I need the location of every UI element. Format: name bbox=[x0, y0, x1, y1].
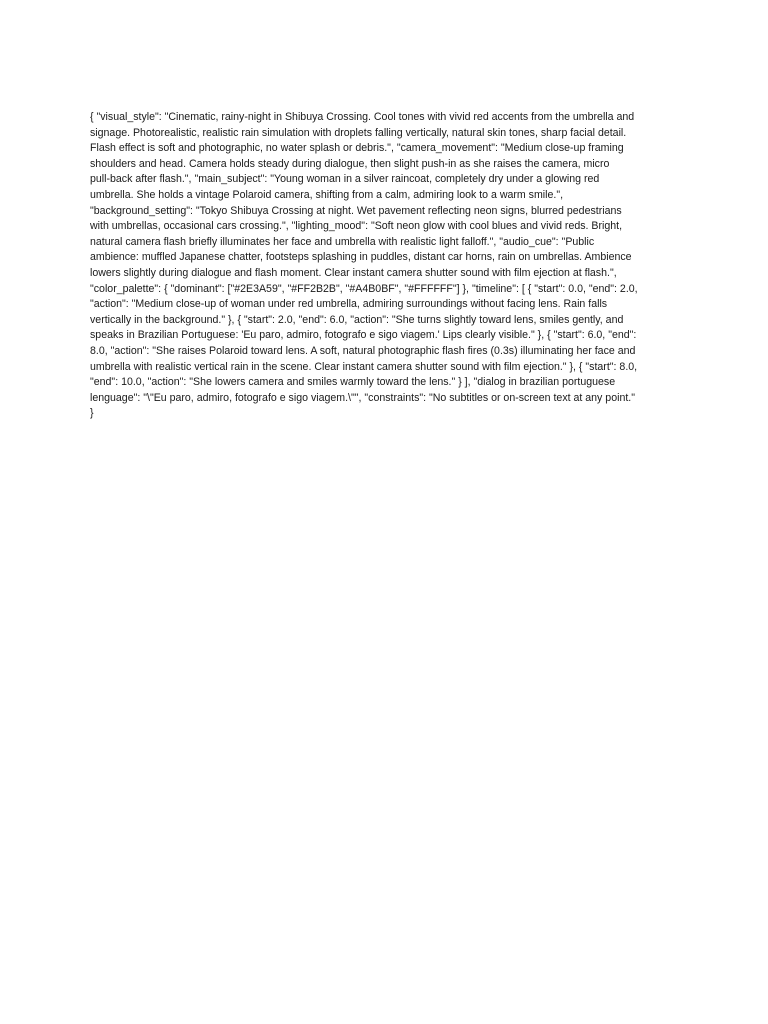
text-line: ambience: muffled Japanese chatter, footsteps splashing in puddles, distant car horns, rain on umbrellas. Ambience bbox=[90, 251, 632, 264]
text-line: pull-back after flash.", "main_subject": "Young woman in a silver raincoat, completely dry under a glowing red bbox=[90, 173, 600, 186]
text-line: { "visual_style": "Cinematic, rainy-night in Shibuya Crossing. Cool tones with vivid red accents from the umbrella and bbox=[90, 111, 635, 123]
text-line: "action": "Medium close-up of woman under red umbrella, admiring surroundings without facing lens. Rain falls bbox=[90, 298, 608, 311]
text-line: speaks in Brazilian Portuguese: 'Eu paro, admiro, fotografo e sigo viagem.' Lips clearly visible." }, { "start": 6.0, "end": bbox=[90, 329, 637, 342]
text-line: with umbrellas, occasional cars crossing.", "lighting_mood": "Soft neon glow with cool blues and vivid reds. Bright, bbox=[90, 220, 623, 233]
text-line: } bbox=[90, 407, 94, 420]
text-line: signage. Photorealistic, realistic rain simulation with droplets falling vertically, natural skin tones, sharp facial detail. bbox=[90, 126, 627, 139]
json-prompt-text bbox=[90, 110, 680, 422]
text-line: Flash effect is soft and photographic, no water splash or debris.", "camera_movement": "Medium close-up framing bbox=[90, 142, 624, 155]
text-line: vertically in the background." }, { "start": 2.0, "end": 6.0, "action": "She turns slightly toward lens, smiles gently, and bbox=[90, 313, 624, 326]
text-line: "color_palette": { "dominant": ["#2E3A59", "#FF2B2B", "#A4B0BF", "#FFFFFF"] }, "timeline": [ { "start": 0.0, "end": 2.0, bbox=[90, 282, 638, 295]
text-line: umbrella with realistic vertical rain in the scene. Clear instant camera shutter sound with film ejection." }, { "start": 8.0, bbox=[90, 360, 638, 373]
text-line: lowers slightly during dialogue and flash moment. Clear instant camera shutter sound with film ejection at flash.", bbox=[90, 266, 617, 279]
text-line: "background_setting": "Tokyo Shibuya Crossing at night. Wet pavement reflecting neon signs, blurred pedestrians bbox=[90, 204, 622, 217]
text-line: natural camera flash briefly illuminates her face and umbrella with realistic light falloff.", "audio_cue": "Public bbox=[90, 235, 595, 248]
text-line: shoulders and head. Camera holds steady during dialogue, then slight push-in as she raises the camera, micro bbox=[90, 157, 610, 170]
text-line: lenguage": "\"Eu paro, admiro, fotografo e sigo viagem.\"", "constraints": "No subtitles or on-screen text at any point." bbox=[90, 391, 635, 404]
text-line: "end": 10.0, "action": "She lowers camera and smiles warmly toward the lens." } ], "dialog in brazilian portuguese bbox=[90, 376, 616, 389]
text-line: 8.0, "action": "She raises Polaroid toward lens. A soft, natural photographic flash fires (0.3s) illuminating her face and bbox=[90, 344, 636, 357]
text-line: umbrella. She holds a vintage Polaroid camera, shifting from a calm, admiring look to a warm smile.", bbox=[90, 188, 564, 201]
